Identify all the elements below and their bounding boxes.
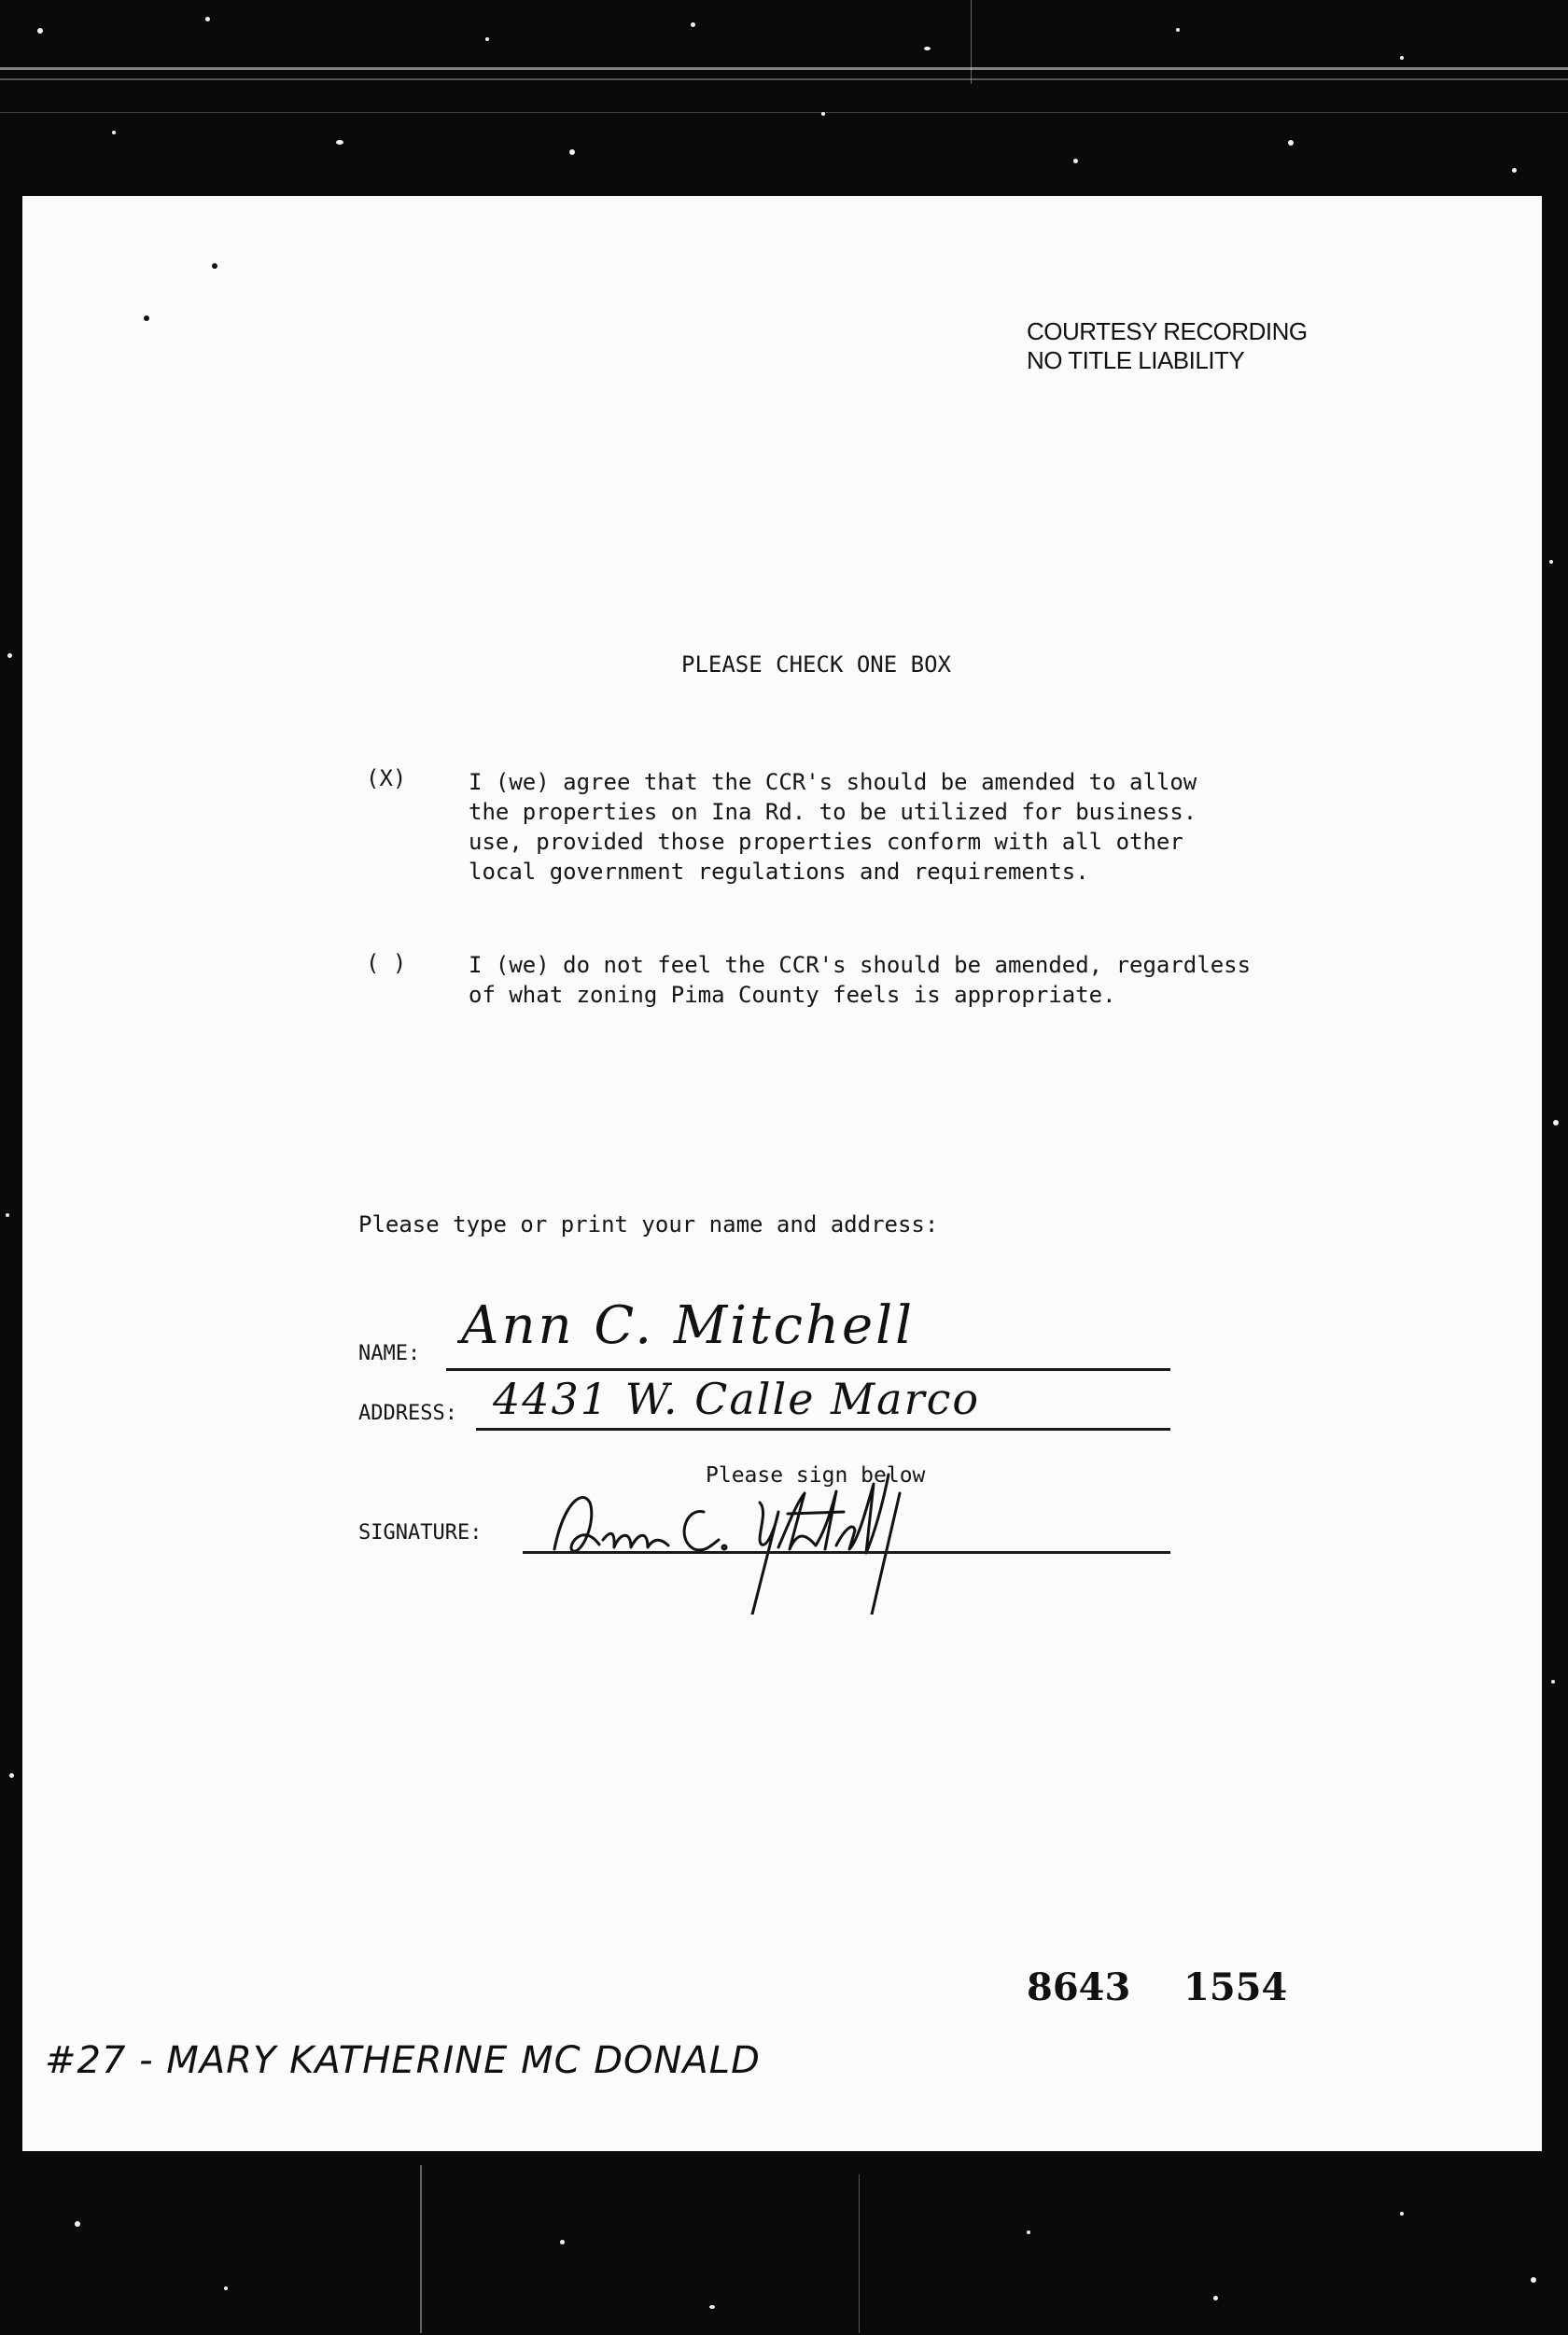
stamp-line-2: NO TITLE LIABILITY <box>1027 346 1245 374</box>
stamp-line-1: COURTESY RECORDING <box>1027 317 1308 345</box>
signature-image[interactable] <box>545 1465 1030 1615</box>
signature-label: SIGNATURE: <box>358 1521 483 1545</box>
address-field[interactable]: 4431 W. Calle Marco <box>493 1374 981 1424</box>
name-field[interactable]: Ann C. Mitchell <box>461 1295 915 1356</box>
sign-below-note: Please sign below <box>706 1463 926 1488</box>
name-label: NAME: <box>358 1342 421 1365</box>
option-agree-checkbox[interactable]: (X) <box>366 765 407 791</box>
name-underline <box>446 1368 1170 1371</box>
handwritten-footnote: #27 - MARY KATHERINE MC DONALD <box>45 2039 761 2082</box>
courtesy-recording-stamp <box>1027 317 1308 375</box>
address-label: ADDRESS: <box>358 1402 457 1425</box>
form-heading: PLEASE CHECK ONE BOX <box>681 651 951 678</box>
document-page <box>22 196 1542 2151</box>
option-disagree-text: I (we) do not feel the CCR's should be amended, regardless of what zoning Pima County feels is appropriate. <box>469 952 1252 1008</box>
record-page-number: 1554 <box>1183 1965 1288 2009</box>
name-address-prompt: Please type or print your name and address: <box>358 1211 939 1237</box>
record-book-number: 8643 <box>1027 1965 1131 2009</box>
option-agree-text: I (we) agree that the CCR's should be amended to allow the properties on Ina Rd. to be utilized for business. use, provided those properties conform with all other local government regulations and requirements. <box>469 769 1197 885</box>
page-speck <box>144 315 149 321</box>
page-speck <box>212 263 217 269</box>
signature-underline <box>523 1551 1170 1554</box>
address-underline <box>476 1428 1170 1431</box>
option-disagree-checkbox[interactable]: ( ) <box>366 950 407 976</box>
